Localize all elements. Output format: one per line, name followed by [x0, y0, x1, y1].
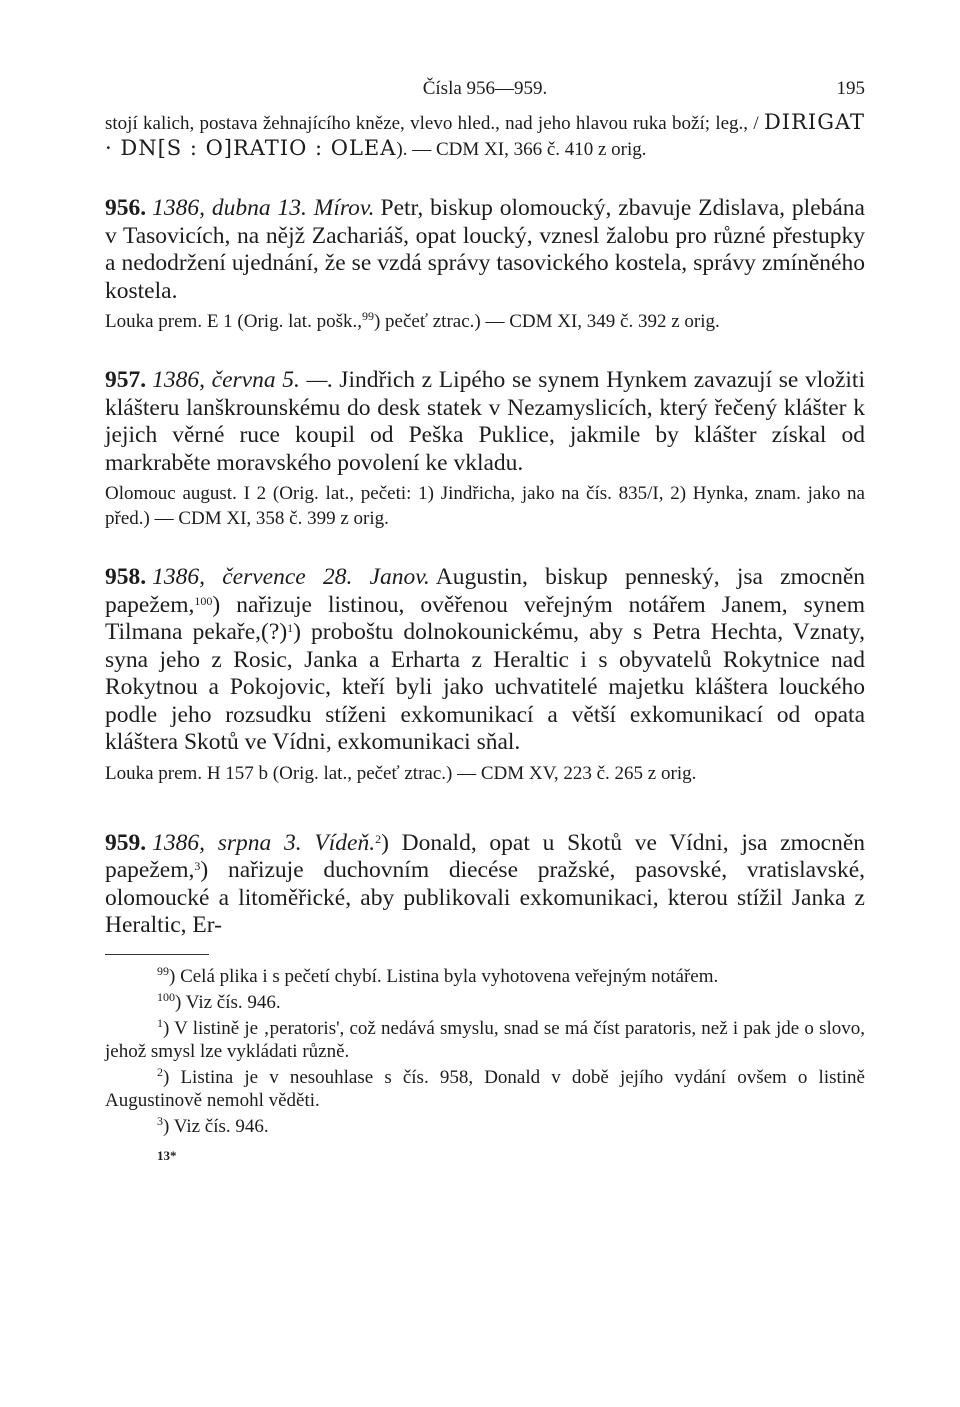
entry-body: ) proboštu dolnokounickému, aby s Petra Hechta, Vznaty, syna jeho z Rosic, Janka a Erharta z Heraltic i s obyvatelů Rokytnice nad Rokytnou a Pokojovic, kteří byli jako uchvatitelé majetku kláštera louckého podle jeho rozsudku stíženi exkomunikací a větší exkomunikací od opata kláštera Skotů ve Vídni, exkomunikaci sňal.: [105, 619, 865, 755]
entry-number: 957.: [105, 367, 147, 393]
footnote-ref: 2: [375, 831, 382, 846]
footnote: [105, 1115, 865, 1138]
source-note: [105, 309, 865, 334]
footnote-ref: 100: [194, 593, 213, 608]
regest-text: [105, 367, 865, 477]
entry-date: 1386, srpna 3. Vídeň.: [152, 829, 376, 856]
intro-paragraph: [105, 110, 865, 162]
regest-text: [105, 564, 865, 757]
footnote-text: ) Viz čís. 946.: [175, 991, 281, 1013]
entry-date: 1386, června 5. —.: [152, 367, 334, 393]
running-title: Čísla 956—959.: [422, 78, 548, 99]
intro-source: ). — CDM XI, 366 č. 410 z orig.: [396, 139, 647, 160]
entry-body: ) nařizuje duchovním diecése pražské, pasovské, vratislavské, olomoucké a litoměřické, aby publikovali exkomunikaci, kterou stížil Janka z Heraltic, Er-: [105, 857, 865, 938]
footnote-ref: 1: [287, 621, 294, 635]
footnote-rule: [105, 954, 209, 955]
footnote-ref: 99: [361, 309, 374, 323]
entry-body: Petr, biskup olomoucký, zbavuje Zdislava, plebána v Tasovicích, na nějž Zachariáš, opat loucký, vznesl žalobu pro různé přestupky a nedodržení ujednání, že se vzdá správy tasovického kostela, správy zmíněného kostela.: [105, 195, 865, 304]
entry-957: [105, 367, 865, 531]
source-text: ) pečeť ztrac.) — CDM XI, 349 č. 392 z orig.: [373, 311, 720, 332]
regest-text: [105, 830, 865, 940]
entry-body: ) nařizuje listinou, ověřenou veřejným notářem Janem, synem Tilmana pekaře,(?): [105, 591, 865, 645]
printer-signature: 13*: [157, 1147, 177, 1163]
running-header: [105, 72, 865, 106]
entry-number: 959.: [105, 829, 147, 856]
source-note: Louka prem. H 157 b (Orig. lat., pečeť ztrac.) — CDM XV, 223 č. 265 z orig.: [105, 762, 697, 784]
footnote: [105, 965, 865, 988]
footnote: [105, 1017, 865, 1063]
footnote-text: ) Listina je v nesouhlase s čís. 958, Donald v době jejího vydání ovšem o listině Augustinově nemohl věděti.: [105, 1066, 865, 1111]
page: [105, 72, 865, 1164]
footnote-mark: 2: [157, 1064, 163, 1079]
source-text: Louka prem. E 1 (Orig. lat. pošk.,: [105, 311, 362, 332]
footnote: [105, 1066, 865, 1112]
page-number: 195: [836, 78, 865, 99]
seal-legend: DIRIGAT · DN[S : O]RATIO : OLEA: [105, 110, 865, 160]
footnote-mark: 99: [157, 963, 169, 978]
entry-body: Jindřich z Lipého se synem Hynkem zavazují se vložiti klášteru lanškrounskému do desk statek v Nezamyslicích, který řečený klášter k jejich věrné ruce koupil od Peška Puklice, jakmile by klášter získal od markraběte moravského povolení ke vkladu.: [105, 367, 865, 476]
entry-number: 958.: [105, 564, 147, 590]
entry-date: 1386, dubna 13. Mírov.: [152, 195, 375, 221]
footnote-text: ) V listině je ‚peratoris', což nedává smyslu, snad se má číst paratoris, než i pak jde o slovo, jehož smysl lze vykládati různě.: [105, 1017, 865, 1062]
source-note: Olomouc august. I 2 (Orig. lat., pečeti: 1) Jindřicha, jako na čís. 835/I, 2) Hynka, znam. jako na před.) — CDM XI, 358 č. 399 z orig.: [105, 483, 865, 529]
entry-date: 1386, července 28. Janov.: [152, 564, 430, 590]
footnote-ref: 3: [194, 859, 201, 873]
entry-body: Augustin, biskup penneský, jsa zmocněn papežem,: [105, 564, 865, 618]
entry-958: [105, 564, 865, 786]
regest-text: [105, 195, 865, 305]
entry-number: 956.: [105, 195, 147, 221]
intro-text: stojí kalich, postava žehnajícího kněze, vlevo hled., nad jeho hlavou ruka boží; leg., /: [105, 113, 764, 134]
footnote-mark: 1: [157, 1015, 163, 1030]
entry-956: [105, 195, 865, 334]
footnote-text: ) Viz čís. 946.: [163, 1115, 269, 1137]
footnote-text: ) Celá plika i s pečetí chybí. Listina byla vyhotovena veřejným notářem.: [169, 965, 719, 987]
footnote-mark: 100: [157, 989, 175, 1004]
entry-body: ) Donald, opat u Skotů ve Vídni, jsa zmocněn papežem,: [105, 829, 866, 883]
footnotes: [105, 965, 865, 1138]
entry-959: [105, 830, 865, 940]
footnote: [105, 991, 865, 1014]
footnote-mark: 3: [157, 1113, 163, 1128]
